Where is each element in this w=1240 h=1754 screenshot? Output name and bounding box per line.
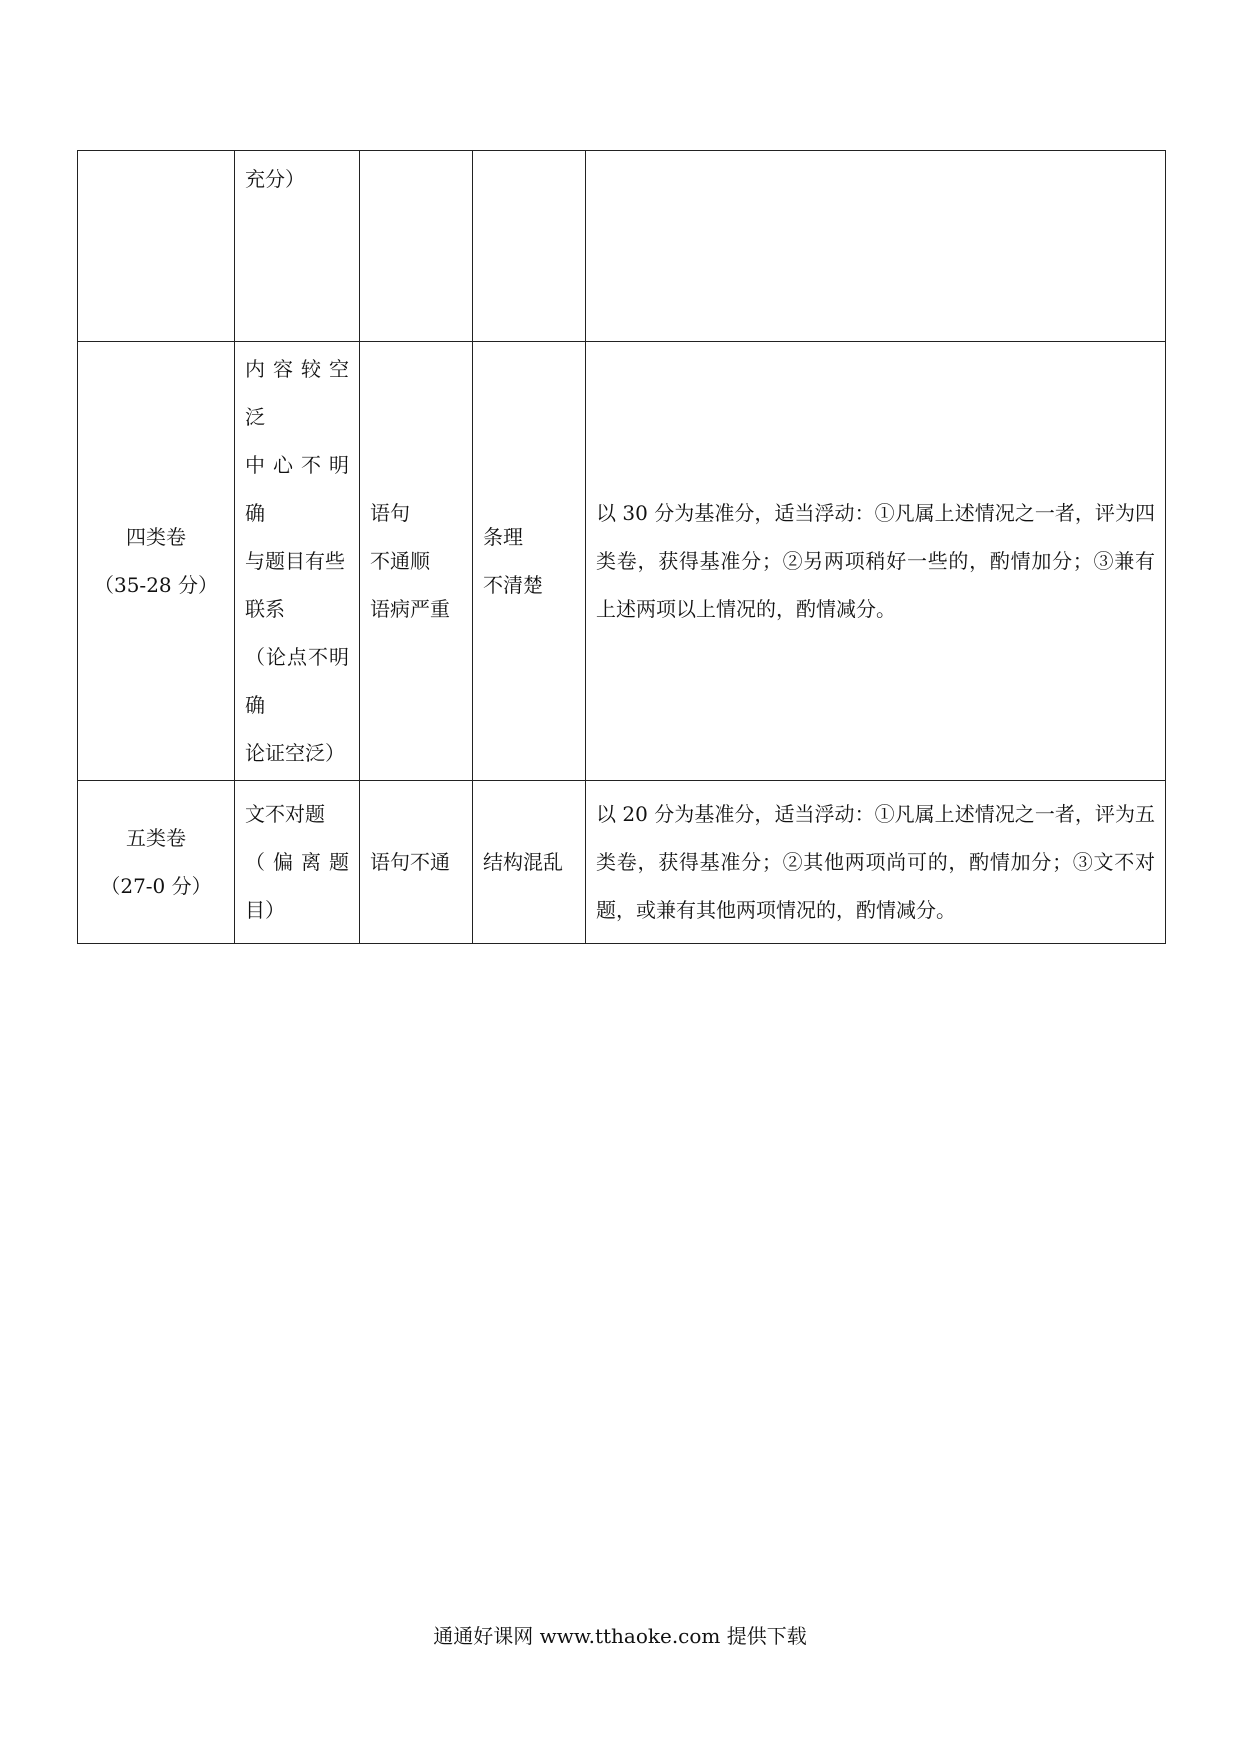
- language-line: 不通顺: [370, 549, 430, 573]
- language-cell: [360, 342, 473, 781]
- scoring-rule: 以 20 分为基准分，适当浮动：①凡属上述情况之一者，评为五类卷，获得基准分；②其他两项尚可的，酌情加分；③文不对题，或兼有其他两项情况的，酌情减分。: [596, 802, 1155, 922]
- page-footer: 通通好课网 www.tthaoke.com 提供下载: [433, 1624, 807, 1648]
- grade-cell: [78, 781, 235, 944]
- grade-range: （35-28 分）: [93, 573, 218, 597]
- content-line: 联系: [245, 597, 285, 621]
- grade-name: 四类卷: [126, 525, 186, 549]
- content-cell: [235, 151, 360, 342]
- grade-cell: [78, 151, 235, 342]
- language-line: 语句: [370, 501, 410, 525]
- content-cell: [235, 342, 360, 781]
- content-line: 论证空泛）: [245, 741, 345, 765]
- content-line: （论点不明: [245, 645, 349, 669]
- content-line: 文不对题: [245, 802, 325, 826]
- table-row-grade-four: [78, 342, 1166, 781]
- grade-cell: [78, 342, 235, 781]
- structure-line: 条理: [483, 525, 523, 549]
- structure-line: 不清楚: [483, 573, 543, 597]
- content-line: 中心不明: [245, 453, 349, 477]
- grading-table: [77, 150, 1166, 944]
- structure-cell: [473, 342, 586, 781]
- table-row-continued: [78, 151, 1166, 342]
- structure-cell: [473, 781, 586, 944]
- content-line: 与题目有些: [245, 549, 345, 573]
- structure-line: 结构混乱: [483, 850, 563, 874]
- content-cell: [235, 781, 360, 944]
- content-line: 确: [245, 501, 265, 525]
- content-line: 确: [245, 693, 265, 717]
- language-cell: [360, 151, 473, 342]
- rule-cell: [586, 151, 1166, 342]
- content-line: （偏离题: [245, 850, 349, 874]
- structure-cell: [473, 151, 586, 342]
- content-line: 内容较空: [245, 357, 349, 381]
- scoring-rule: 以 30 分为基准分，适当浮动：①凡属上述情况之一者，评为四类卷，获得基准分；②另两项稍好一些的，酌情加分；③兼有上述两项以上情况的，酌情减分。: [596, 501, 1155, 621]
- table-row-grade-five: [78, 781, 1166, 944]
- rule-cell: [586, 781, 1166, 944]
- rule-cell: [586, 342, 1166, 781]
- grade-name: 五类卷: [126, 826, 186, 850]
- grade-range: （27-0 分）: [100, 874, 212, 898]
- content-line: 充分）: [245, 167, 305, 191]
- language-line: 语句不通: [370, 850, 450, 874]
- language-line: 语病严重: [370, 597, 450, 621]
- content-line: 泛: [245, 405, 265, 429]
- language-cell: [360, 781, 473, 944]
- content-line: 目）: [245, 898, 285, 922]
